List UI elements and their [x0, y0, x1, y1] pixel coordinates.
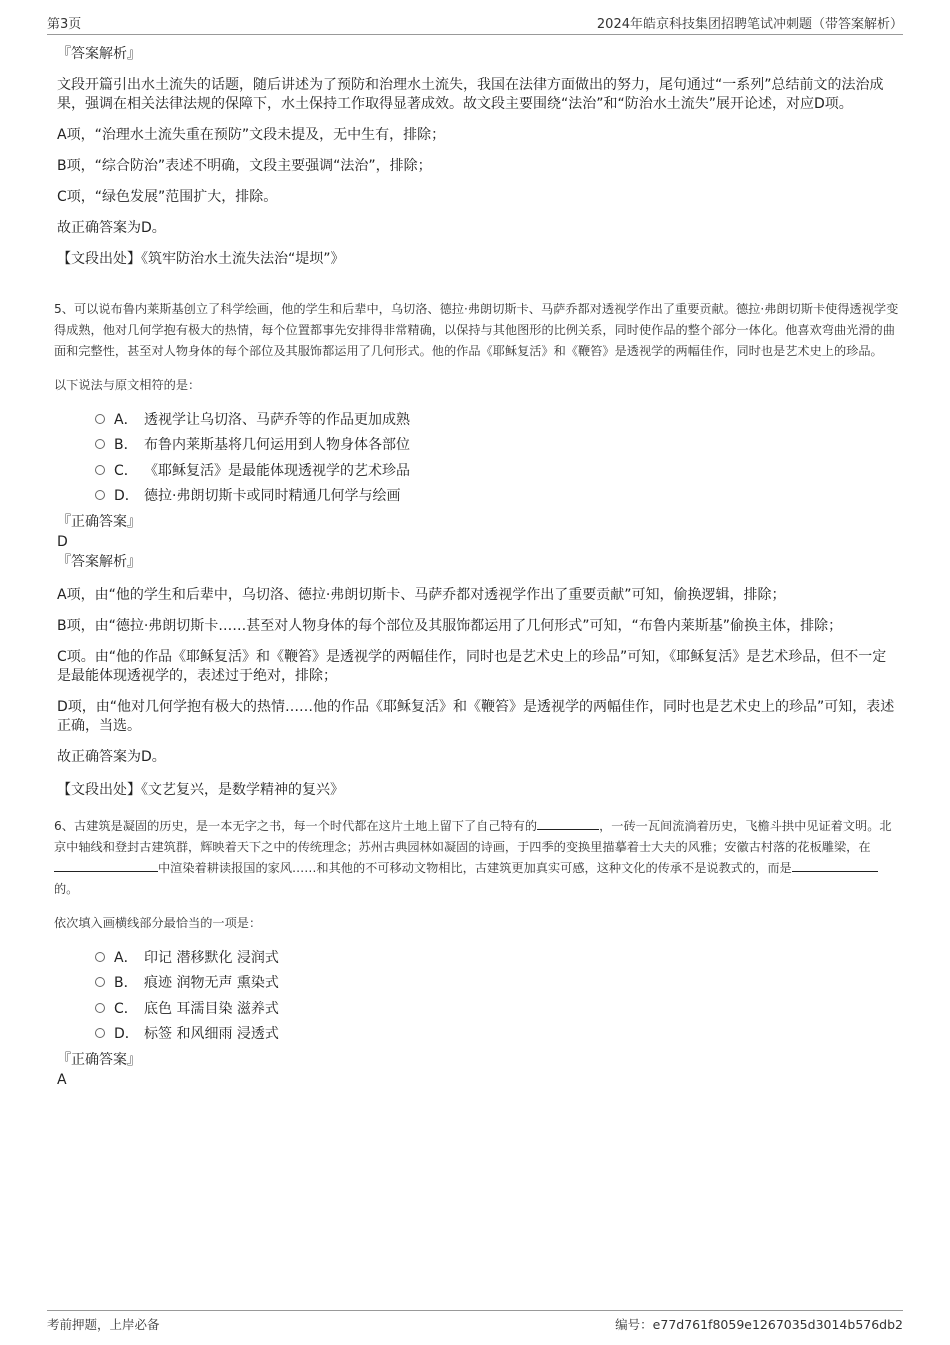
q5-answer-label: 『正确答案』 — [57, 514, 141, 530]
q6-answer: A — [57, 1072, 67, 1088]
page-header — [47, 12, 903, 35]
q4-analysis-option-c: C项，“绿色发展”范围扩大，排除。 — [57, 189, 278, 205]
q4-conclusion: 故正确答案为D。 — [57, 220, 166, 236]
radio-icon[interactable] — [95, 490, 105, 500]
q6-answer-label: 『正确答案』 — [57, 1052, 141, 1068]
q6-option-a[interactable]: A． 印记 潜移默化 浸润式 — [95, 944, 900, 970]
q5-options — [95, 406, 900, 508]
q4-analysis-option-b: B项，“综合防治”表述不明确，文段主要强调“法治”，排除； — [57, 158, 432, 174]
q5-option-c[interactable]: C． 《耶稣复活》是最能体现透视学的艺术珍品 — [95, 457, 900, 483]
q5-conclusion: 故正确答案为D。 — [57, 749, 166, 765]
document-title: 2024年皓京科技集团招聘笔试冲刺题（带答案解析） — [596, 17, 903, 32]
fill-blank-3 — [792, 859, 878, 872]
q5-analysis-option-c: C项。由“他的作品《耶稣复活》和《鞭笞》是透视学的两幅佳作，同时也是艺术史上的珍品”可知，《耶稣复活》是艺术珍品，但不一定是最能体现透视学的，表述过于绝对，排除； — [57, 649, 887, 684]
option-text: 痕迹 润物无声 熏染式 — [144, 975, 279, 992]
q5-source: 【文段出处】《文艺复兴，是数学精神的复兴》 — [57, 782, 344, 798]
option-text: 布鲁内莱斯基将几何运用到人物身体各部位 — [144, 437, 410, 454]
q5-analysis-option-a: A项，由“他的学生和后辈中，乌切洛、德拉·弗朗切斯卡、马萨乔都对透视学作出了重要贡献”可知，偷换逻辑，排除； — [57, 587, 786, 603]
q5-option-d[interactable]: D． 德拉·弗朗切斯卡或同时精通几何学与绘画 — [95, 483, 900, 509]
q5-answer: D — [57, 534, 68, 550]
option-text: 德拉·弗朗切斯卡或同时精通几何学与绘画 — [144, 488, 401, 505]
q6-prompt: 依次填入画横线部分最恰当的一项是： — [54, 916, 262, 930]
page-number: 第3页 — [47, 17, 82, 32]
page-content — [54, 44, 900, 1090]
q4-analysis-option-a: A项，“治理水土流失重在预防”文段未提及，无中生有，排除； — [57, 127, 446, 143]
radio-icon[interactable] — [95, 977, 105, 987]
footer-slogan: 考前押题，上岸必备 — [47, 1317, 160, 1332]
q6-option-d[interactable]: D． 标签 和风细雨 浸透式 — [95, 1021, 900, 1047]
radio-icon[interactable] — [95, 414, 105, 424]
document-code: 编号：e77d761f8059e1267035d3014b576db2 — [615, 1317, 903, 1332]
q6-option-b[interactable]: B． 痕迹 润物无声 熏染式 — [95, 970, 900, 996]
option-text: 印记 潜移默化 浸润式 — [144, 949, 279, 966]
q5-analysis-option-b: B项，由“德拉·弗朗切斯卡……甚至对人物身体的每个部位及其服饰都运用了几何形式”可知，“布鲁内莱斯基”偷换主体，排除； — [57, 618, 843, 634]
radio-icon[interactable] — [95, 439, 105, 449]
q5-analysis-label: 『答案解析』 — [57, 554, 141, 570]
q5-prompt: 以下说法与原文相符的是： — [54, 378, 201, 392]
page-footer — [47, 1310, 903, 1335]
q4-source: 【文段出处】《筑牢防治水土流失法治“堤坝”》 — [57, 251, 345, 267]
radio-icon[interactable] — [95, 465, 105, 475]
q6-options — [95, 944, 900, 1046]
radio-icon[interactable] — [95, 952, 105, 962]
q6-option-c[interactable]: C． 底色 耳濡目染 滋养式 — [95, 995, 900, 1021]
option-text: 透视学让乌切洛、马萨乔等的作品更加成熟 — [144, 411, 410, 428]
q5-analysis-option-d: D项，由“他对几何学抱有极大的热情……他的作品《耶稣复活》和《鞭笞》是透视学的两幅佳作，同时也是艺术史上的珍品”可知，表述正确，当选。 — [57, 699, 895, 734]
radio-icon[interactable] — [95, 1028, 105, 1038]
q5-option-a[interactable]: A． 透视学让乌切洛、马萨乔等的作品更加成熟 — [95, 406, 900, 432]
option-text: 《耶稣复活》是最能体现透视学的艺术珍品 — [144, 462, 410, 479]
q4-analysis-paragraph: 文段开篇引出水土流失的话题，随后讲述为了预防和治理水土流失，我国在法律方面做出的努力，尾句通过“一系列”总结前文的法治成果，强调在相关法律法规的保障下，水土保持工作取得显著成效。故文段主要围绕“法治”和“防治水土流失”展开论述，对应D项。 — [57, 77, 884, 112]
q5-question-text: 5、可以说布鲁内莱斯基创立了科学绘画，他的学生和后辈中，乌切洛、德拉·弗朗切斯卡、马萨乔都对透视学作出了重要贡献。德拉·弗朗切斯卡使得透视学变得成熟，他对几何学抱有极大的热情，每个位置都事先安排得非常精确，以保持与其他图形的比例关系，同时使作品的整个部分一体化。他喜欢弯曲光滑的曲面和完整性，甚至对人物身体的每个部位及其服饰都运用了几何形式。他的作品《耶稣复活》和《鞭笞》是透视学的两幅佳作，同时也是艺术史上的珍品。 — [54, 302, 899, 358]
option-text: 标签 和风细雨 浸透式 — [144, 1026, 279, 1043]
fill-blank-2 — [54, 859, 158, 872]
q5-option-b[interactable]: B． 布鲁内莱斯基将几何运用到人物身体各部位 — [95, 432, 900, 458]
q6-question-text: 6、古建筑是凝固的历史，是一本无字之书，每一个时代都在这片土地上留下了自己特有的 ，一砖一瓦间流淌着历史，飞檐斗拱中见证着文明。北京中轴线和登封古建筑群，辉映着天下之中的传统理念；苏州古典园林如凝固的诗画，于四季的变换里描摹着士大夫的风雅；安徽古村落的花板雕梁，在中渲染着耕读报国的家风……和其他的不可移动文物相比，古建筑更加真实可感，这种文化的传承不是说教式的，而是的。 — [54, 819, 892, 896]
fill-blank-1 — [537, 817, 599, 830]
q4-analysis-label: 『答案解析』 — [57, 46, 141, 62]
option-text: 底色 耳濡目染 滋养式 — [144, 1000, 279, 1017]
radio-icon[interactable] — [95, 1003, 105, 1013]
